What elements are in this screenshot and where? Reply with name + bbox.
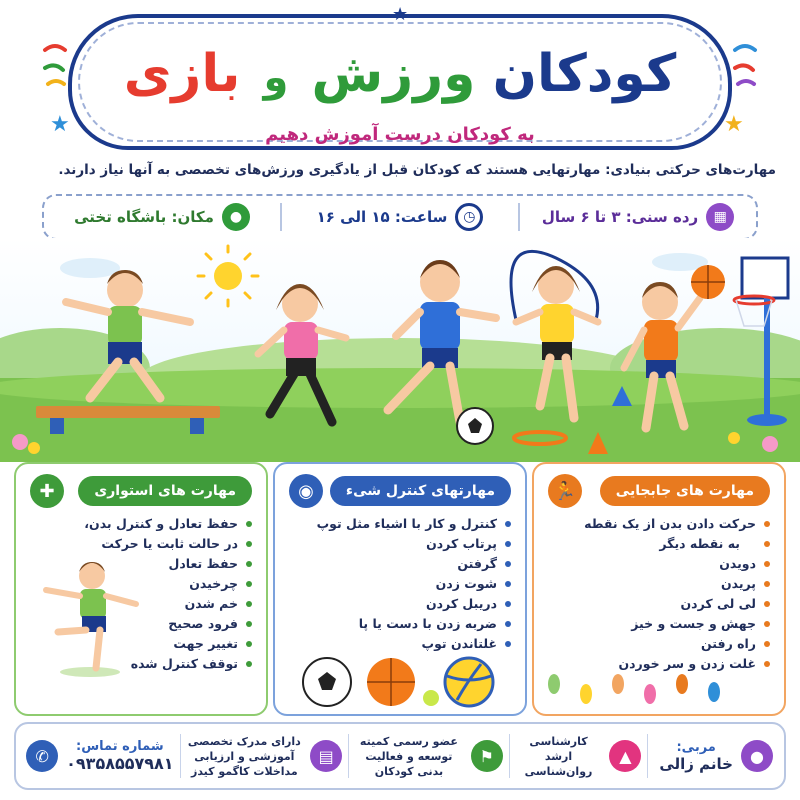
list-item: تغییر جهت — [84, 634, 252, 654]
group-icon: ⚑ — [471, 740, 503, 772]
locomotor-title: مهارت های جابجایی — [600, 476, 770, 506]
confetti-decoration — [40, 40, 70, 90]
stability-title: مهارت های استواری — [78, 476, 252, 506]
place-text: مکان: باشگاه تختی — [74, 208, 214, 226]
phone-number[interactable]: ۰۹۳۵۸۵۵۷۹۸۱ — [66, 754, 174, 773]
clock-icon: ◷ — [455, 203, 483, 231]
list-item: حفظ تعادل و کنترل بدن، — [84, 514, 252, 534]
tennis-ball-icon — [423, 690, 439, 706]
list-item: کنترل و کار با اشیاء مثل توپ — [317, 514, 511, 534]
balancing-kid-illustration — [30, 560, 140, 680]
basketball-icon — [367, 658, 415, 706]
list-item: شوت زدن — [317, 574, 511, 594]
intro-text: مهارت‌های حرکتی بنیادی: مهارتهایی هستند که کودکان قبل از یادگیری ورزش‌های تخصصی به آنها نیاز دارند. — [58, 162, 776, 178]
list-item: به نقطه دیگر — [584, 534, 770, 554]
page-title — [68, 44, 732, 104]
list-item: گرفتن — [317, 554, 511, 574]
divider — [280, 203, 282, 231]
kids-playing-illustration — [0, 238, 800, 462]
locomotor-list — [584, 514, 770, 674]
footprints-decoration — [540, 670, 740, 710]
balance-icon: ✚ — [30, 474, 64, 508]
basketball-icon — [691, 265, 725, 299]
list-item: در حالت ثابت یا حرکت — [84, 534, 252, 554]
list-item: غلتاندن توپ — [317, 634, 511, 654]
title-banner — [68, 14, 732, 154]
person-icon: ● — [741, 740, 773, 772]
coach-info — [648, 724, 784, 788]
soccer-ball-icon — [457, 408, 493, 444]
footer-bar — [14, 722, 786, 790]
info-age — [520, 203, 756, 231]
star-icon: ★ — [392, 4, 409, 25]
info-place — [44, 203, 280, 231]
certificate-icon: ▤ — [310, 740, 342, 772]
list-item: دویدن — [584, 554, 770, 574]
balls-illustration — [297, 654, 507, 710]
list-item: لی لی کردن — [584, 594, 770, 614]
object-control-list — [317, 514, 511, 654]
contact-info — [16, 724, 180, 788]
info-time — [282, 203, 518, 231]
list-item: جهش و جست و خیز — [584, 614, 770, 634]
time-text: ساعت: ۱۵ الی ۱۶ — [316, 208, 448, 226]
member-info — [349, 724, 509, 788]
age-text: رده سنی: ۳ تا ۶ سال — [541, 208, 699, 226]
coach-name: خانم زالی — [659, 754, 733, 773]
list-item: حفظ تعادل — [84, 554, 252, 574]
member-text: عضو رسمی کمیته توسعه و فعالیت بدنی کودکان — [359, 734, 458, 778]
title-part-kids: کودکان — [492, 44, 677, 104]
list-item: چرخیدن — [84, 574, 252, 594]
list-item: راه رفتن — [584, 634, 770, 654]
location-icon: ● — [222, 203, 250, 231]
title-part-play: بازی — [123, 44, 241, 104]
degree-text: کارشناسی ارشد روان‌شناسی — [524, 734, 593, 778]
info-bar — [42, 194, 758, 240]
object-control-title: مهارتهای کنترل شیء — [330, 476, 511, 506]
object-control-card — [273, 462, 527, 716]
certificate-info — [181, 724, 349, 788]
divider — [509, 734, 510, 778]
list-item: خم شدن — [84, 594, 252, 614]
page-subtitle: به کودکان درست آموزش دهیم — [265, 124, 535, 145]
list-item: غلت زدن و سر خوردن — [584, 654, 770, 674]
volleyball-icon — [445, 658, 493, 706]
title-and: و — [263, 55, 289, 101]
list-item: توقف کنترل شده — [84, 654, 252, 674]
divider — [647, 734, 648, 778]
divider — [518, 203, 520, 231]
divider — [180, 734, 181, 778]
list-item: پریدن — [584, 574, 770, 594]
calendar-icon: ▦ — [706, 203, 734, 231]
contact-label: شماره تماس: — [76, 739, 164, 754]
title-part-sport: ورزش — [311, 44, 476, 104]
coach-label: مربی: — [676, 739, 716, 755]
list-item: دریبل کردن — [317, 594, 511, 614]
star-icon: ★ — [724, 112, 744, 137]
divider — [348, 734, 349, 778]
running-icon: 🏃 — [548, 474, 582, 508]
list-item: ضربه زدن با دست یا پا — [317, 614, 511, 634]
graduation-icon: ▲ — [609, 740, 641, 772]
list-item: فرود صحیح — [84, 614, 252, 634]
locomotor-skills-card — [532, 462, 786, 716]
stability-skills-card — [14, 462, 268, 716]
list-item: حرکت دادن بدن از یک نقطه — [584, 514, 770, 534]
ball-icon: ◉ — [289, 474, 323, 508]
list-item: پرتاب کردن — [317, 534, 511, 554]
phone-icon[interactable]: ✆ — [26, 740, 58, 772]
confetti-decoration — [730, 40, 760, 90]
soccer-ball-icon — [303, 658, 351, 706]
star-icon: ★ — [50, 112, 70, 137]
certificate-text: دارای مدرک تخصصی آموزشی و ارزیابی مداخلات کاگمو کیدز — [187, 734, 301, 778]
degree-info — [510, 724, 648, 788]
